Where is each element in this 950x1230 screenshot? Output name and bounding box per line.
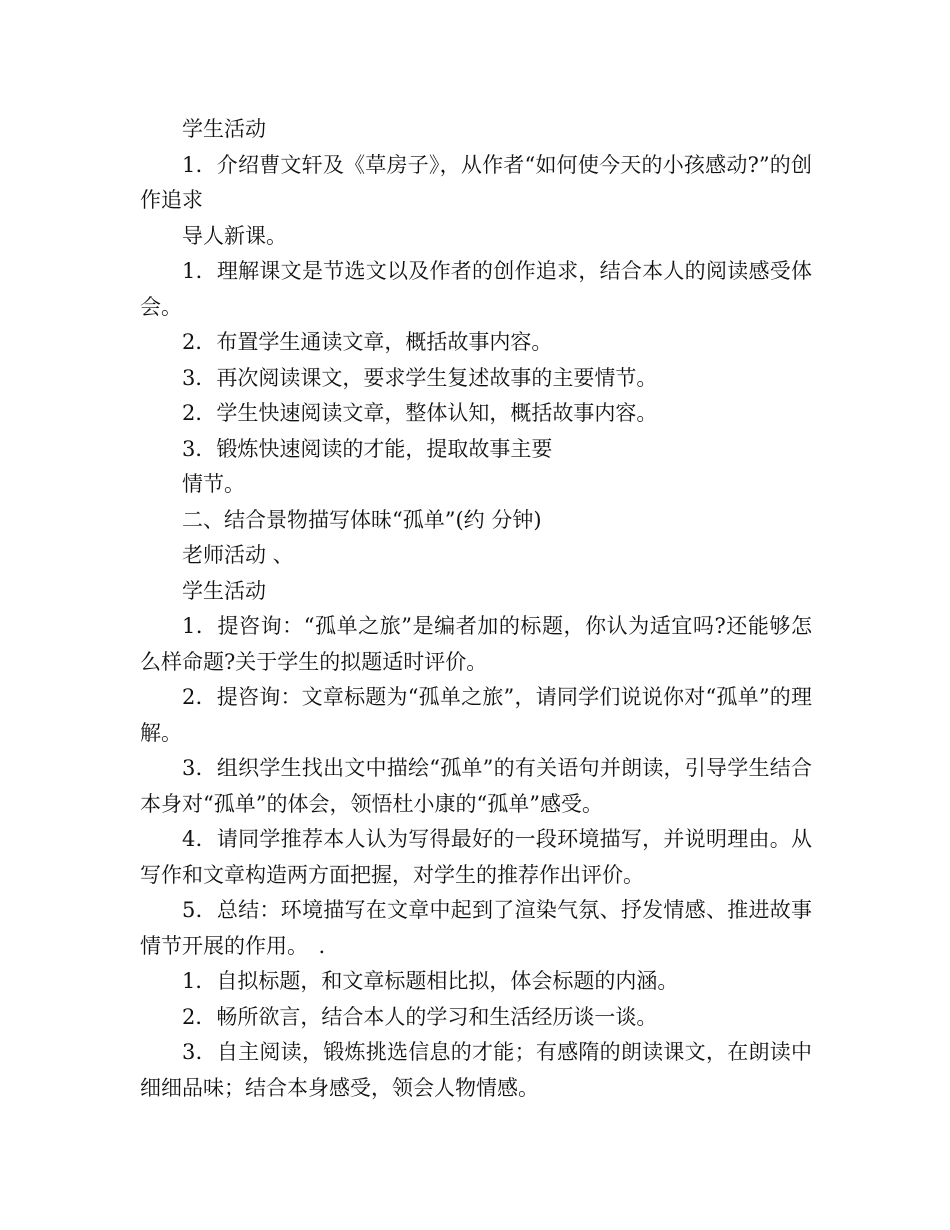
document-body [140,112,812,1106]
paragraph: 2．布置学生通读文章，概括故事内容。 [182,330,553,354]
paragraph: 3．自主阅读，锻炼挑选信息的才能；有感隋的朗读课文，在朗读中细细品味；结合本身感受，领会人物情感。 [140,1040,812,1100]
paragraph: 3．锻炼快速阅读的才能，提取故事主要 [182,436,553,461]
paragraph: 1．自拟标题，和文章标题相比拟，体会标题的内涵。 [182,969,679,993]
paragraph: 导人新课。 [182,223,287,248]
section-heading: 二、结合景物描写体昧“孤单”(约 分钟) [182,507,542,532]
paragraph: 1．理解课文是节选文以及作者的创作追求，结合本人的阅读感受体会。 [140,259,812,319]
paragraph: 1．介绍曹文轩及《草房子》，从作者“如何使今天的小孩感动?”的创作追求 [140,152,812,212]
paragraph: 3．组织学生找出文中描绘“孤单”的有关语句并朗读，引导学生结合本身对“孤单”的体会，领悟杜小康的“孤单”感受。 [140,756,812,816]
paragraph: 学生活动 [182,117,266,141]
paragraph: 2．提咨询：文章标题为“孤单之旅”，请同学们说说你对“孤单”的理解。 [140,685,812,745]
paragraph: 2．畅所欲言，结合本人的学习和生活经历谈一谈。 [182,1004,658,1029]
paragraph: 4．请同学推荐本人认为写得最好的一段环境描写，并说明理由。从写作和文章构造两方面把握，对学生的推荐作出评价。 [140,827,812,887]
paragraph: 2．学生快速阅读文章，整体认知，概括故事内容。 [182,401,658,425]
paragraph: 3．再次阅读课文，要求学生复述故事的主要情节。 [182,365,658,390]
paragraph: 5．总结：环境描写在文章中起到了渲染气氛、抒发情感、推进故事情节开展的作用。 . [140,898,812,958]
paragraph: 情节。 [182,472,245,496]
paragraph: 学生活动 [182,578,266,603]
paragraph: 1．提咨询：“孤单之旅”是编者加的标题，你认为适宜吗?还能够怎么样命题?关于学生的拟题适时评价。 [140,614,812,674]
paragraph: 老师活动 、 [182,543,294,567]
